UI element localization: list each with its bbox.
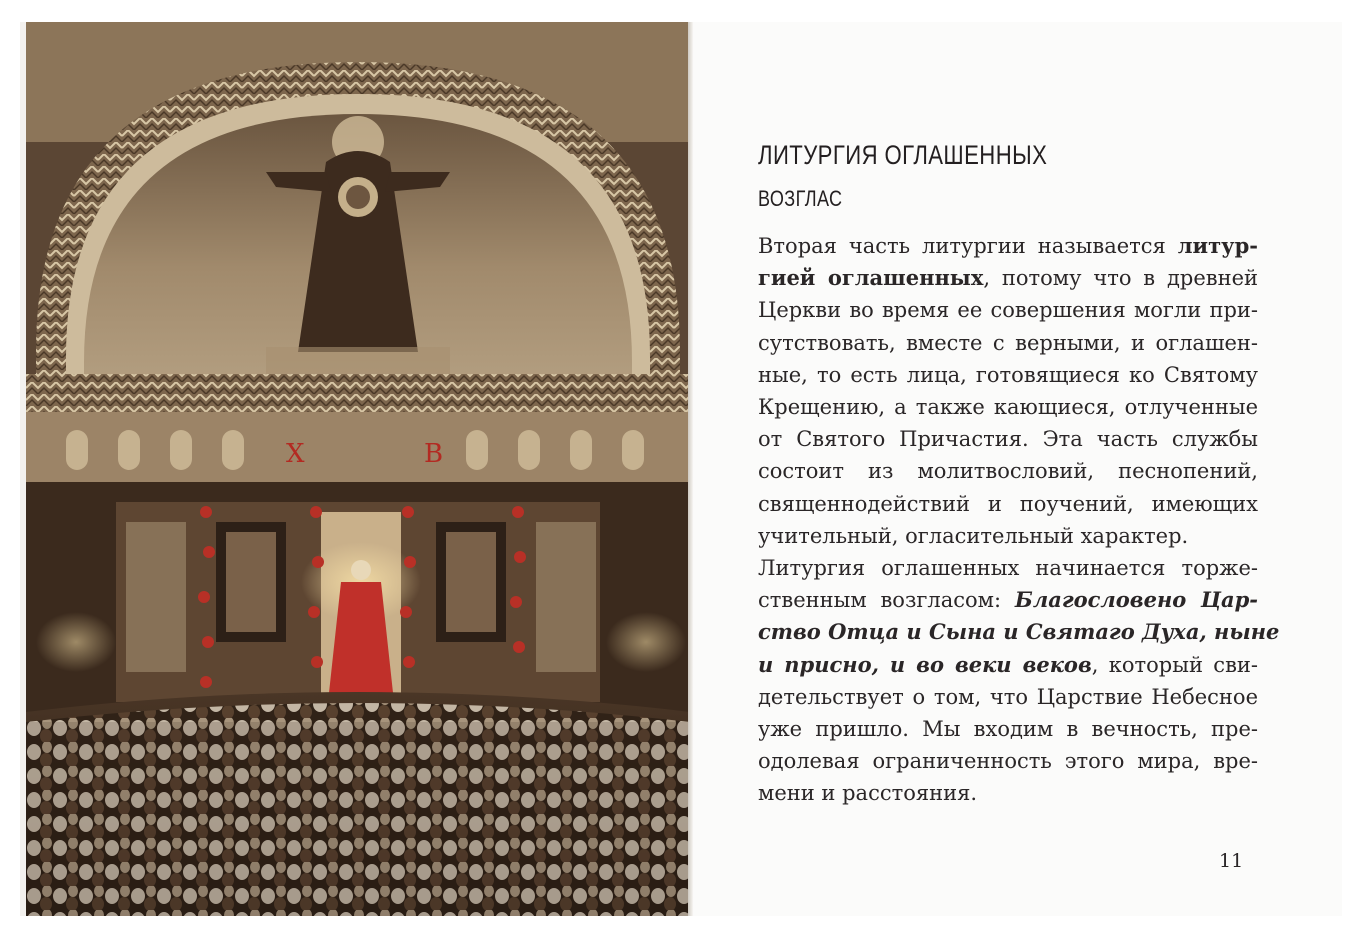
- text-run: ственным возгласом:: [758, 588, 1015, 613]
- body-text-line: [758, 488, 1258, 520]
- body-text-line: [758, 520, 1258, 552]
- body-text-line: [758, 616, 1280, 648]
- italic-quote: ство Отца и Сына и Святаго Духа, ныне: [758, 619, 1280, 645]
- section-heading: ЛИТУРГИЯ ОГЛАШЕННЫХ: [758, 140, 1048, 170]
- body-text-line: [758, 455, 1258, 487]
- text-run: Церкви во время ее совершения могли при-: [758, 298, 1258, 323]
- text-run: состоит из молитвословий, песнопений,: [758, 459, 1258, 484]
- bold-term: гией оглашенных: [758, 265, 984, 291]
- text-run: сутствовать, вместе с верными, и оглашен-: [758, 330, 1258, 355]
- body-text-line: [758, 584, 1258, 616]
- body-text: [758, 230, 1280, 810]
- body-text-line: [758, 745, 1258, 777]
- text-run: Вторая часть литургии называется: [758, 234, 1178, 258]
- text-run: священнодействий и поучений, имеющих: [758, 491, 1258, 516]
- text-run: от Святого Причастия. Эта часть службы: [758, 427, 1258, 452]
- section-subheading: ВОЗГЛАС: [758, 186, 843, 211]
- photo-church-liturgy-interior: [26, 22, 690, 916]
- left-page: [20, 22, 690, 916]
- body-text-line: [758, 777, 1258, 809]
- svg-text:В: В: [424, 439, 444, 469]
- text-run: , который сви-: [1091, 652, 1258, 677]
- body-text-line: [758, 423, 1258, 455]
- body-text-line: [758, 649, 1258, 681]
- italic-quote: и присно, и во веки веков: [758, 651, 1092, 677]
- body-text-line: [758, 230, 1258, 262]
- text-run: одолевая ограниченность этого мира, вре-: [758, 749, 1258, 774]
- text-run: Литургия оглашенных начинается торже-: [758, 556, 1258, 581]
- body-text-line: [758, 391, 1258, 423]
- body-text-line: [758, 681, 1258, 713]
- text-run: мени и расстояния.: [758, 781, 978, 806]
- body-text-line: [758, 359, 1258, 391]
- body-text-line: [758, 552, 1258, 584]
- text-run: уже пришло. Мы входим в вечность, пре-: [758, 717, 1258, 742]
- bold-term: литур-: [1177, 233, 1258, 258]
- italic-quote: Благословено Цар-: [1014, 587, 1259, 613]
- text-run: детельствует о том, что Царствие Небесное: [758, 684, 1258, 709]
- church-photo-illustration: [26, 22, 690, 916]
- body-text-line: [758, 262, 1258, 294]
- right-page: [694, 22, 1342, 916]
- page-number: 11: [1219, 850, 1244, 872]
- body-text-line: [758, 327, 1258, 359]
- body-text-line: [758, 713, 1258, 745]
- text-run: , потому что в древней: [983, 266, 1258, 291]
- text-run: ные, то есть лица, готовящиеся ко Святому: [758, 362, 1258, 387]
- text-run: Крещению, а также кающиеся, отлученные: [758, 395, 1258, 420]
- body-text-line: [758, 294, 1258, 326]
- text-run: учительный, огласительный характер.: [758, 523, 1189, 548]
- svg-text:Х: Х: [286, 439, 305, 469]
